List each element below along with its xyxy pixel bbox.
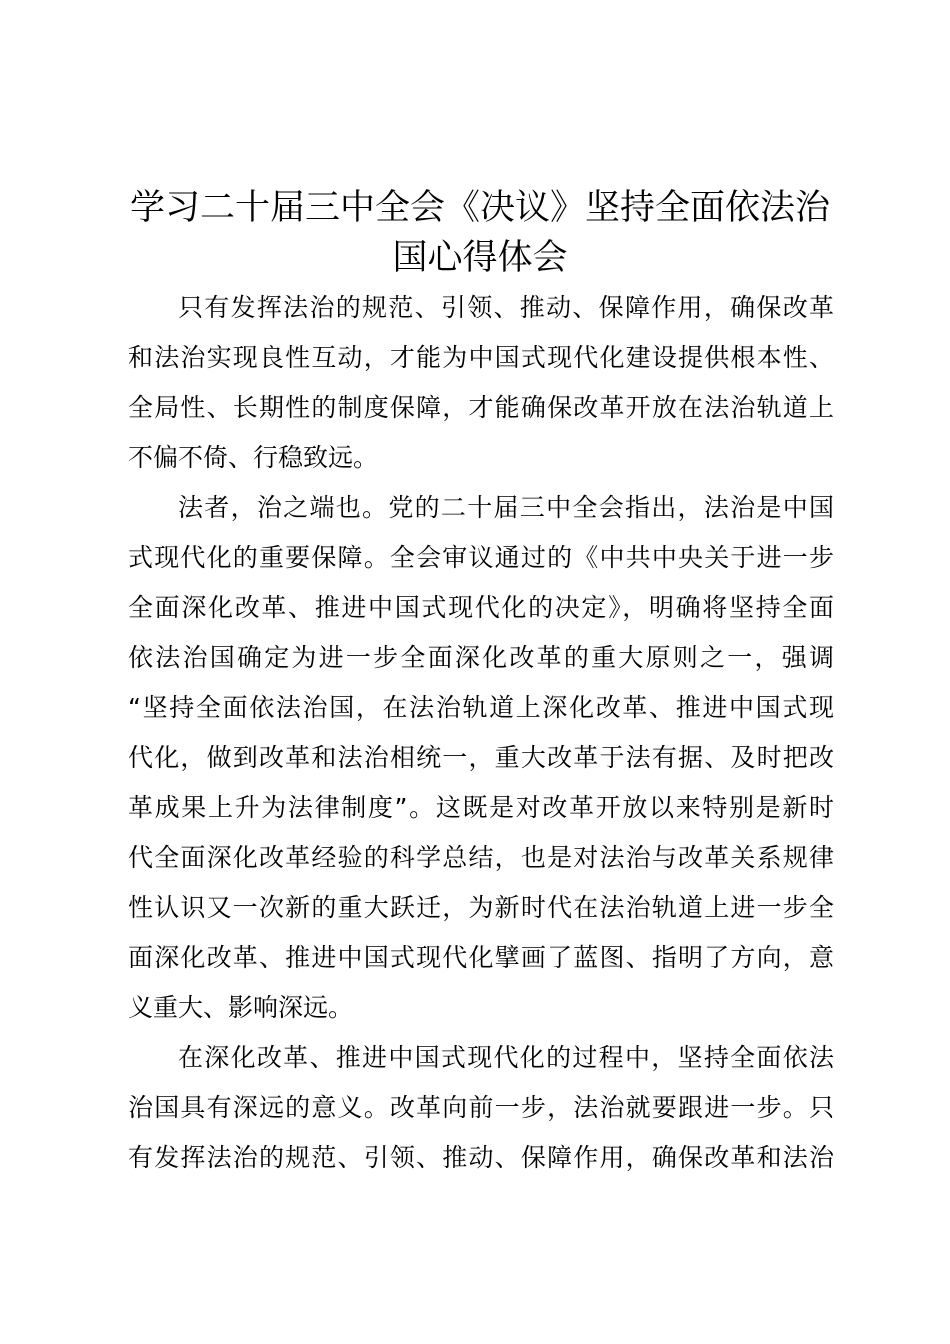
text-line: 式现代化的重要保障。全会审议通过的《中共中央关于进一步 bbox=[128, 543, 834, 572]
text-line: 和法治实现良性互动，才能为中国式现代化建设提供根本性、 bbox=[128, 343, 834, 372]
paragraph-3 bbox=[128, 1033, 834, 1183]
text-line: 性认识又一次新的重大跃迁，为新时代在法治轨道上进一步全 bbox=[128, 893, 834, 922]
text-line: 革成果上升为法律制度”。这既是对改革开放以来特别是新时 bbox=[128, 793, 834, 822]
title-line: 国心得体会 bbox=[392, 238, 568, 278]
text-line: “坚持全面依法治国，在法治轨道上深化改革、推进中国式现 bbox=[128, 693, 834, 722]
text-line: 代全面深化改革经验的科学总结，也是对法治与改革关系规律 bbox=[128, 843, 834, 872]
paragraph-1 bbox=[128, 283, 834, 483]
text-line: 全局性、长期性的制度保障，才能确保改革开放在法治轨道上 bbox=[128, 393, 834, 422]
text-line: 有发挥法治的规范、引领、推动、保障作用，确保改革和法治 bbox=[128, 1143, 834, 1172]
paragraph-2 bbox=[128, 483, 834, 1033]
title-line: 学习二十届三中全会《决议》坚持全面依法治 bbox=[129, 188, 830, 228]
document-body bbox=[128, 283, 834, 1183]
text-line: 义重大、影响深远。 bbox=[128, 993, 354, 1022]
text-line: 全面深化改革、推进中国式现代化的决定》，明确将坚持全面 bbox=[128, 593, 834, 622]
text-line: 面深化改革、推进中国式现代化擘画了蓝图、指明了方向，意 bbox=[128, 943, 834, 972]
text-line: 依法治国确定为进一步全面深化改革的重大原则之一，强调 bbox=[128, 643, 834, 672]
text-line: 治国具有深远的意义。改革向前一步，法治就要跟进一步。只 bbox=[128, 1093, 834, 1122]
document-title bbox=[128, 183, 832, 283]
text-line: 不偏不倚、行稳致远。 bbox=[128, 443, 379, 472]
text-line: 代化，做到改革和法治相统一，重大改革于法有据、及时把改 bbox=[128, 743, 834, 772]
text-line: 只有发挥法治的规范、引领、推动、保障作用，确保改革 bbox=[178, 293, 834, 322]
text-line: 在深化改革、推进中国式现代化的过程中，坚持全面依法 bbox=[178, 1043, 834, 1072]
text-line: 法者，治之端也。党的二十届三中全会指出，法治是中国 bbox=[178, 493, 834, 522]
